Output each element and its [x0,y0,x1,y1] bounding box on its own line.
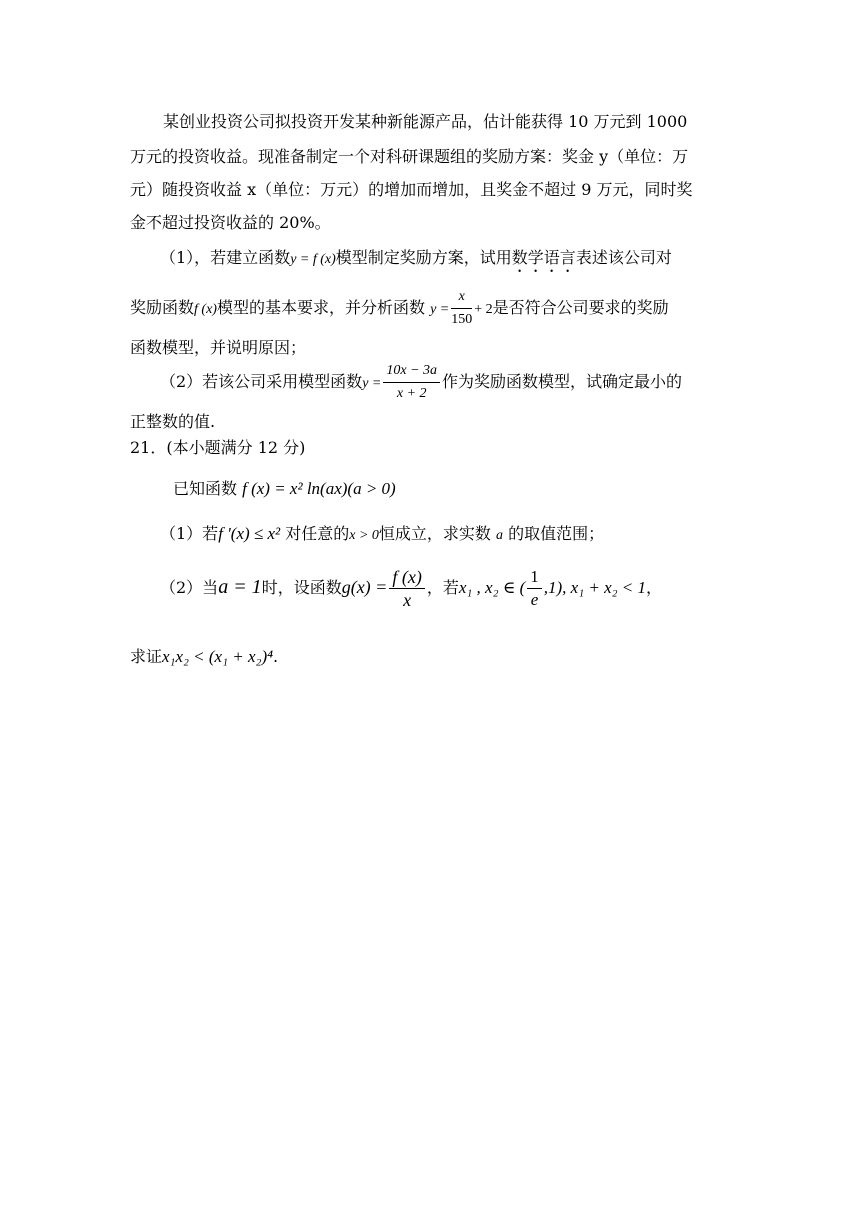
p21-q2-interval-fraction [527,566,542,611]
p21-given [173,479,396,499]
p21-q2-math-set-a: x₁ , x₂ ∈ ( [458,578,526,597]
p21-given-math: f (x) = x² ln(ax)(a > 0) [242,479,396,498]
p20-q1-fraction-denominator: 150 [451,312,473,327]
p21-q2-interval-fraction-numerator: 1 [527,566,542,589]
p21-q2-text-d: ， [646,578,663,597]
p21-q2-math-set-b: ,1), x₁ + x₂ < 1 [543,578,646,597]
p21-q2-proof-text: 求证 [130,647,163,666]
p21-q1-text-a: （1）若 [160,524,219,543]
p20-q1-text-c: 表述该公司对 [575,248,672,267]
p20-q1-dotted-text: 数学语言 [511,248,576,267]
p21-q2-fraction-numerator: f (x) [389,566,424,589]
p20-q2-lhs: y = [362,376,382,391]
p20-q1-line-1 [160,248,672,276]
p20-q2-fraction-denominator: x + 2 [396,386,427,401]
p21-q1-text-b: 对任意的 [285,524,350,543]
p20-q1-l2-text-c: 是否符合公司要求的奖励 [492,298,669,317]
p20-q1-l2-lhs: y = [430,302,450,317]
p20-q1-line-3: 函数模型，并说明原因； [130,338,307,357]
p21-q1-math-1: f '(x) ≤ x² [218,524,281,543]
p20-q2-line-2: 正整数的值. [130,412,216,431]
p20-q1-l2-text-a: 奖励函数 [130,298,195,317]
p20-q1-text-b: 模型制定奖励方案，试用 [335,248,512,267]
p20-q2-line-1 [160,360,682,406]
p20-q1-fraction [451,286,472,331]
p20-q2-text-b: 作为奖励函数模型，试确定最小的 [442,372,683,391]
p21-q1 [160,524,604,546]
p20-q1-line-2 [130,286,669,332]
p21-given-text: 已知函数 [173,479,238,498]
p21-q1-text-d: 的取值范围； [508,524,605,543]
p20-q1-l2-rhs: + 2 [474,302,493,317]
p21-q2-fraction-denominator: x [403,590,412,610]
p21-q2-proof-math: x₁x₂ < (x₁ + x₂)⁴ [162,647,274,666]
p21-q2-proof-line [130,647,278,667]
p20-intro-line-1: 某创业投资公司拟投资开发某种新能源产品，估计能获得 10 万元到 1000 [163,112,688,131]
p20-intro-line-4: 金不超过投资收益的 20%。 [130,213,331,232]
p21-q2-text-c: ，若 [426,578,459,597]
p21-q2-text-a: （2）当 [160,578,219,597]
p21-q2-proof-period: . [273,647,279,666]
p20-q1-math-yfx: y = f (x) [290,252,336,267]
p20-intro-line-3: 元）随投资收益 x（单位：万元）的增加而增加，且奖金不超过 9 万元，同时奖 [130,180,693,199]
p21-q2-fraction [389,566,424,611]
p20-q1-l2-text-b: 模型的基本要求，并分析函数 [216,298,425,317]
p20-q1-l2-math-fx: f (x) [194,302,217,317]
p21-q2 [160,564,662,611]
p20-q1-text-a: （1），若建立函数 [160,248,291,267]
p21-q2-lhs: g(x) = [341,577,388,597]
p21-q2-math-a1: a = 1 [218,576,262,598]
p20-q1-fraction-numerator: x [451,286,472,309]
p21-q2-text-b: 时，设函数 [261,578,342,597]
p21-header: 21．(本小题满分 12 分) [130,438,306,457]
p20-q2-text-a: （2）若该公司采用模型函数 [160,372,363,391]
p20-q2-fraction-numerator: 10x − 3a [383,360,440,383]
p20-q2-fraction [383,360,440,405]
p21-q1-math-3: a [496,528,504,543]
p20-intro-line-2: 万元的投资收益。现准备制定一个对科研课题组的奖励方案：奖金 y（单位：万 [130,147,689,166]
p21-q2-interval-fraction-denominator: e [530,590,539,609]
p21-q1-text-c: 恒成立，求实数 [378,524,491,543]
p21-q1-math-2: x > 0 [349,528,379,543]
